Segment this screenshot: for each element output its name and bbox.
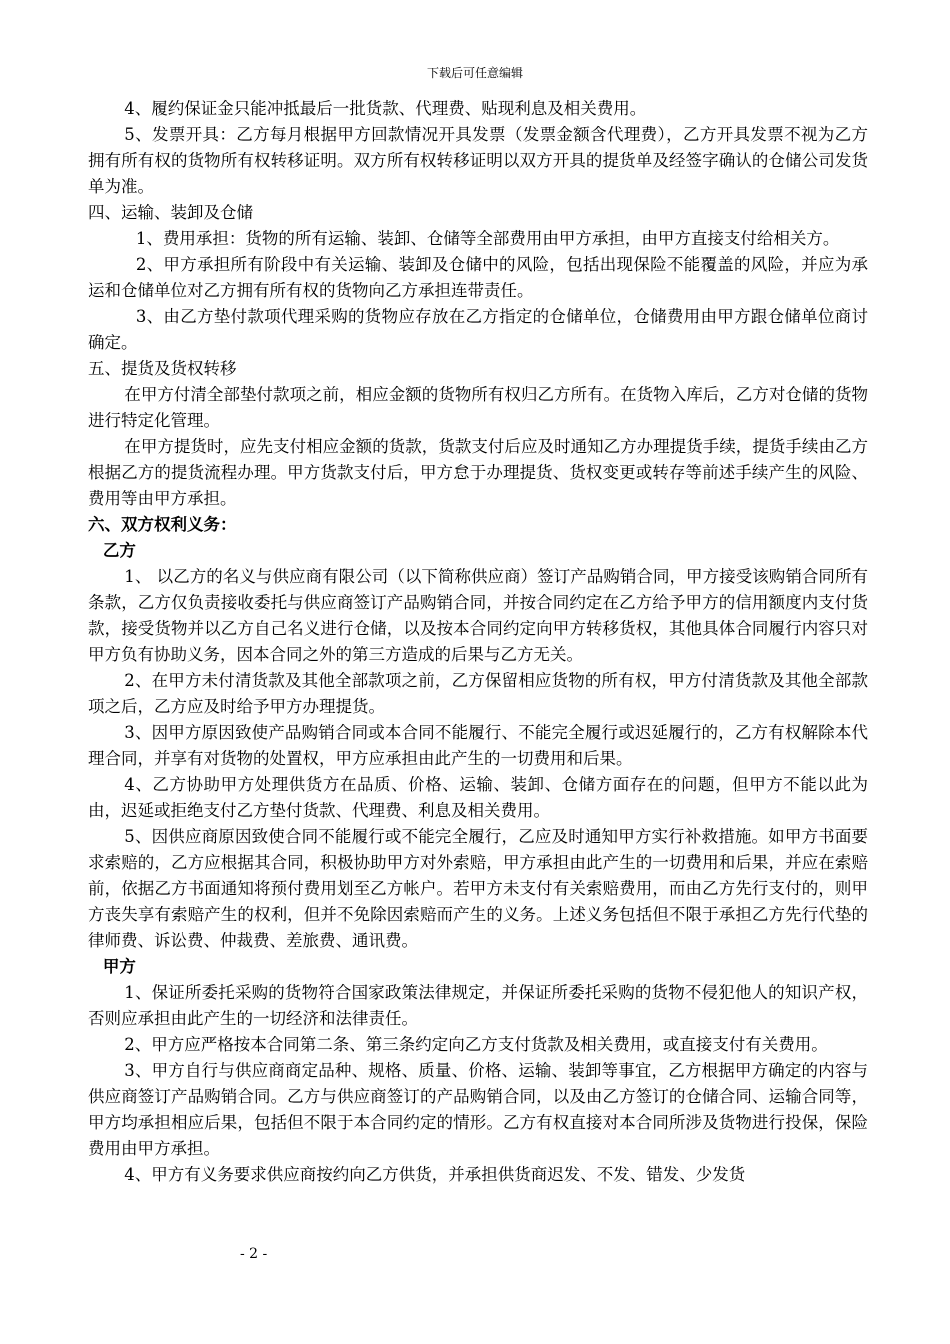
clause-paragraph: 3、由乙方垫付款项代理采购的货物应存放在乙方指定的仓储单位，仓储费用由甲方跟仓储单位商讨确定。 xyxy=(88,307,868,352)
document-body xyxy=(88,96,868,1188)
page-number: - 2 - xyxy=(240,1246,268,1262)
page-header: 下载后可任意编辑 xyxy=(426,66,523,80)
clause-paragraph: 4、甲方有义务要求供应商按约向乙方供货，并承担供货商迟发、不发、错发、少发货 xyxy=(124,1165,746,1184)
clause-paragraph: 2、甲方承担所有阶段中有关运输、装卸及仓储中的风险，包括出现保险不能覆盖的风险，并应为承运和仓储单位对乙方拥有所有权的货物向乙方承担连带责任。 xyxy=(88,255,868,300)
subsection-heading-yi: 乙方 xyxy=(102,541,136,560)
subsection-heading-jia: 甲方 xyxy=(102,957,136,976)
section-heading: 六、双方权利义务： xyxy=(88,515,237,534)
clause-paragraph: 2、在甲方未付清货款及其他全部款项之前，乙方保留相应货物的所有权，甲方付清货款及其他全部款项之后，乙方应及时给予甲方办理提货。 xyxy=(88,671,868,716)
clause-paragraph: 在甲方付清全部垫付款项之前，相应金额的货物所有权归乙方所有。在货物入库后，乙方对仓储的货物进行特定化管理。 xyxy=(88,385,868,430)
clause-paragraph: 1、保证所委托采购的货物符合国家政策法律规定，并保证所委托采购的货物不侵犯他人的知识产权，否则应承担由此产生的一切经济和法律责任。 xyxy=(88,983,868,1028)
clause-paragraph: 在甲方提货时，应先支付相应金额的货款，货款支付后应及时通知乙方办理提货手续，提货手续由乙方根据乙方的提货流程办理。甲方货款支付后，甲方怠于办理提货、货权变更或转存等前述手续产生的风险、费用等由甲方承担。 xyxy=(88,437,868,508)
clause-paragraph: 5、因供应商原因致使合同不能履行或不能完全履行，乙应及时通知甲方实行补救措施。如甲方书面要求索赔的，乙方应根据其合同，积极协助甲方对外索赔，甲方承担由此产生的一切费用和后果，并应在索赔前，依据乙方书面通知将预付费用划至乙方帐户。若甲方未支付有关索赔费用，而由乙方先行支付的，则甲方丧失享有索赔产生的权利，但并不免除因索赔而产生的义务。上述义务包括但不限于承担乙方先行代垫的律师费、诉讼费、仲裁费、差旅费、通讯费。 xyxy=(88,827,868,950)
clause-paragraph: 4、履约保证金只能冲抵最后一批货款、代理费、贴现利息及相关费用。 xyxy=(124,99,647,118)
section-heading: 五、提货及货权转移 xyxy=(88,359,237,378)
clause-paragraph: 3、因甲方原因致使产品购销合同或本合同不能履行、不能完全履行或迟延履行的，乙方有权解除本代理合同，并享有对货物的处置权，甲方应承担由此产生的一切费用和后果。 xyxy=(88,723,868,768)
clause-paragraph: 4、乙方协助甲方处理供货方在品质、价格、运输、装卸、仓储方面存在的问题，但甲方不能以此为由，迟延或拒绝支付乙方垫付货款、代理费、利息及相关费用。 xyxy=(88,775,868,820)
clause-paragraph: 5、发票开具：乙方每月根据甲方回款情况开具发票（发票金额含代理费），乙方开具发票不视为乙方拥有所有权的货物所有权转移证明。双方所有权转移证明以双方开具的提货单及经签字确认的仓储公司发货单为准。 xyxy=(88,125,868,196)
clause-paragraph: 2、甲方应严格按本合同第二条、第三条约定向乙方支付货款及相关费用，或直接支付有关费用。 xyxy=(124,1035,828,1054)
section-heading: 四、运输、装卸及仓储 xyxy=(88,203,253,222)
clause-paragraph: 1、费用承担：货物的所有运输、装卸、仓储等全部费用由甲方承担，由甲方直接支付给相关方。 xyxy=(135,229,840,248)
clause-paragraph: 3、甲方自行与供应商商定品种、规格、质量、价格、运输、装卸等事宜，乙方根据甲方确定的内容与供应商签订产品购销合同。乙方与供应商签订的产品购销合同，以及由乙方签订的仓储合同、运输合同等，甲方均承担相应后果，包括但不限于本合同约定的情形。乙方有权直接对本合同所涉及货物进行投保，保险费用由甲方承担。 xyxy=(88,1061,868,1158)
clause-paragraph: 1、 以乙方的名义与供应商有限公司（以下简称供应商）签订产品购销合同，甲方接受该购销合同所有条款，乙方仅负责接收委托与供应商签订产品购销合同，并按合同约定在乙方给予甲方的信用额度内支付货款，接受货物并以乙方自己名义进行仓储，以及按本合同约定向甲方转移货权，其他具体合同履行内容只对甲方负有协助义务，因本合同之外的第三方造成的后果与乙方无关。 xyxy=(88,567,868,664)
